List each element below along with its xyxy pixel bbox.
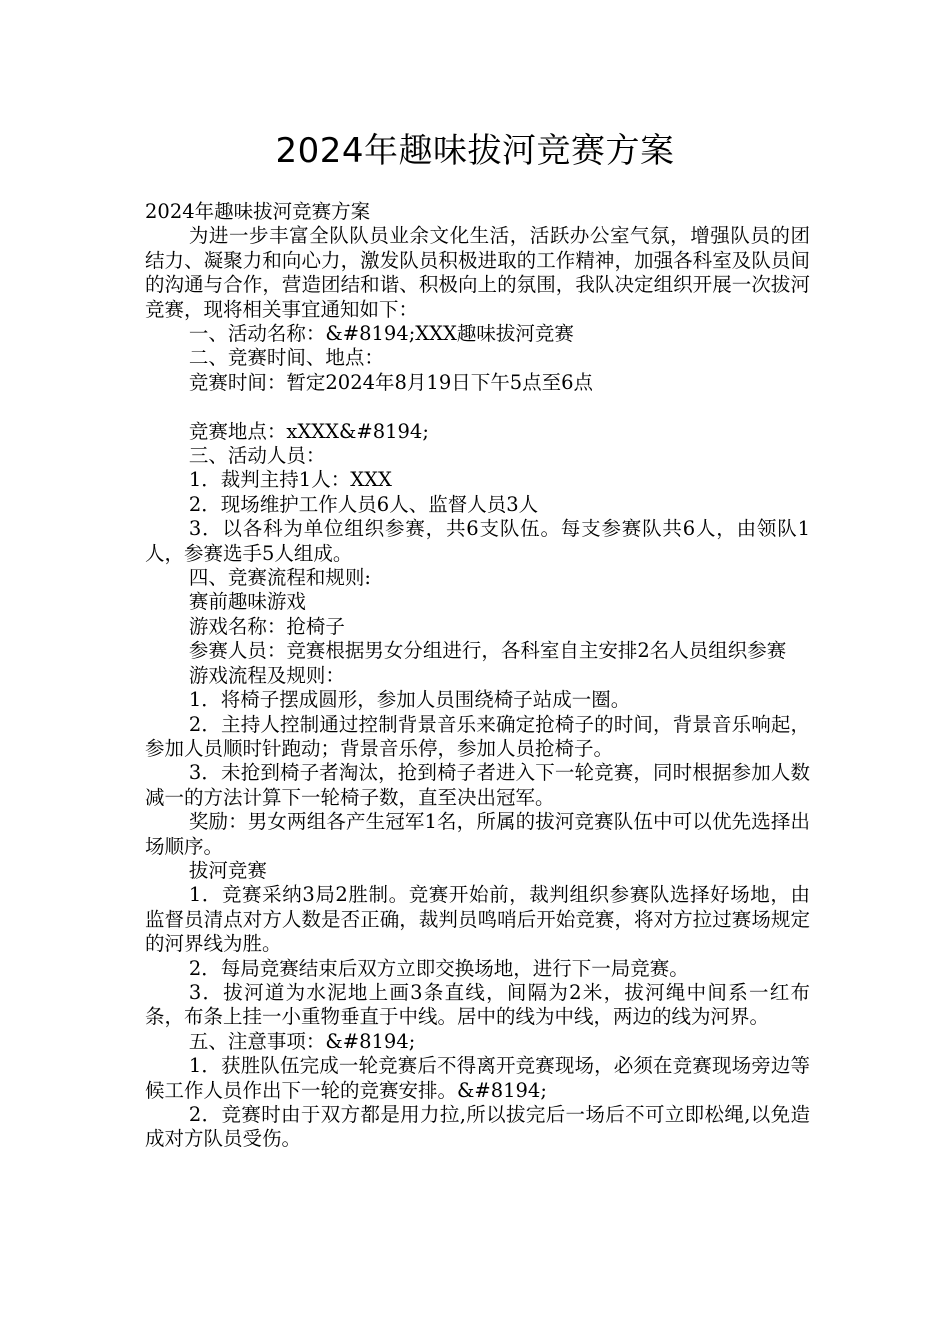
note-item-1: 1．获胜队伍完成一轮竞赛后不得离开竞赛现场，必须在竞赛现场旁边等候工作人员作出下一轮的竞赛安排。&#8194;	[145, 1054, 810, 1102]
tug-of-war-heading: 拔河竞赛	[188, 858, 267, 882]
tug-rule-1: 1．竞赛采纳3局2胜制。竞赛开始前，裁判组织参赛队选择好场地，由监督员清点对方人数是否正确，裁判员鸣哨后开始竞赛，将对方拉过赛场规定的河界线为胜。	[145, 883, 810, 956]
competition-place: 竞赛地点：xXXX&#8194;	[188, 419, 429, 443]
tug-rule-3: 3．拔河道为水泥地上画3条直线，间隔为2米，拔河绳中间系一红布条，布条上挂一小重物垂直于中线。居中的线为中线，两边的线为河界。	[145, 980, 810, 1029]
game-rule-1: 1．将椅子摆成圆形，参加人员围绕椅子站成一圈。	[188, 688, 631, 712]
game-rules-heading: 游戏流程及规则：	[188, 663, 345, 687]
section-time-place-heading: 二、竞赛时间、地点：	[188, 346, 384, 370]
blank-line	[145, 395, 810, 419]
note-item-2: 2．竞赛时由于双方都是用力拉,所以拔完后一场后不可立即松绳,以免造成对方队员受伤。	[145, 1103, 810, 1151]
game-reward: 奖励：男女两组各产生冠军1名，所属的拔河竞赛队伍中可以优先选择出场顺序。	[145, 810, 810, 858]
game-name: 游戏名称：抢椅子	[188, 614, 345, 638]
subtitle-paragraph: 2024年趣味拔河竞赛方案	[145, 200, 371, 223]
section-rules-heading: 四、竞赛流程和规则:	[188, 566, 371, 590]
document-body	[145, 200, 810, 1152]
tug-rule-2: 2．每局竞赛结束后双方立即交换场地，进行下一局竞赛。	[188, 956, 689, 980]
section-personnel-heading: 三、活动人员：	[188, 444, 326, 468]
section-notes-heading: 五、注意事项：&#8194;	[188, 1029, 416, 1053]
pregame-heading: 赛前趣味游戏	[188, 590, 306, 614]
game-rule-3: 3．未抢到椅子者淘汰，抢到椅子者进入下一轮竞赛，同时根据参加人数减一的方法计算下一轮椅子数，直至决出冠军。	[145, 761, 810, 809]
personnel-item-3: 3．以各科为单位组织参赛，共6支队伍。每支参赛队共6人，由领队1人，参赛选手5人组成。	[145, 517, 810, 565]
intro-paragraph: 为进一步丰富全队队员业余文化生活，活跃办公室气氛，增强队员的团结力、凝聚力和向心力，激发队员积极进取的工作精神，加强各科室及队员间的沟通与合作，营造团结和谐、积极向上的氛围，我队决定组织开展一次拔河竞赛，现将相关事宜通知如下：	[145, 224, 810, 321]
section-activity-name: 一、活动名称：&#8194;XXX趣味拔河竞赛	[188, 322, 574, 346]
game-participants: 参赛人员：竞赛根据男女分组进行，各科室自主安排2名人员组织参赛	[188, 639, 787, 663]
personnel-item-2: 2．现场维护工作人员6人、监督人员3人	[188, 492, 539, 516]
personnel-item-1: 1．裁判主持1人：XXX	[188, 468, 392, 492]
competition-time: 竞赛时间：暂定2024年8月19日下午5点至6点	[188, 370, 594, 394]
game-rule-2: 2．主持人控制通过控制背景音乐来确定抢椅子的时间，背景音乐响起，参加人员顺时针跑动；背景音乐停，参加人员抢椅子。	[145, 712, 810, 760]
document-title: 2024年趣味拔河竞赛方案	[275, 131, 675, 171]
